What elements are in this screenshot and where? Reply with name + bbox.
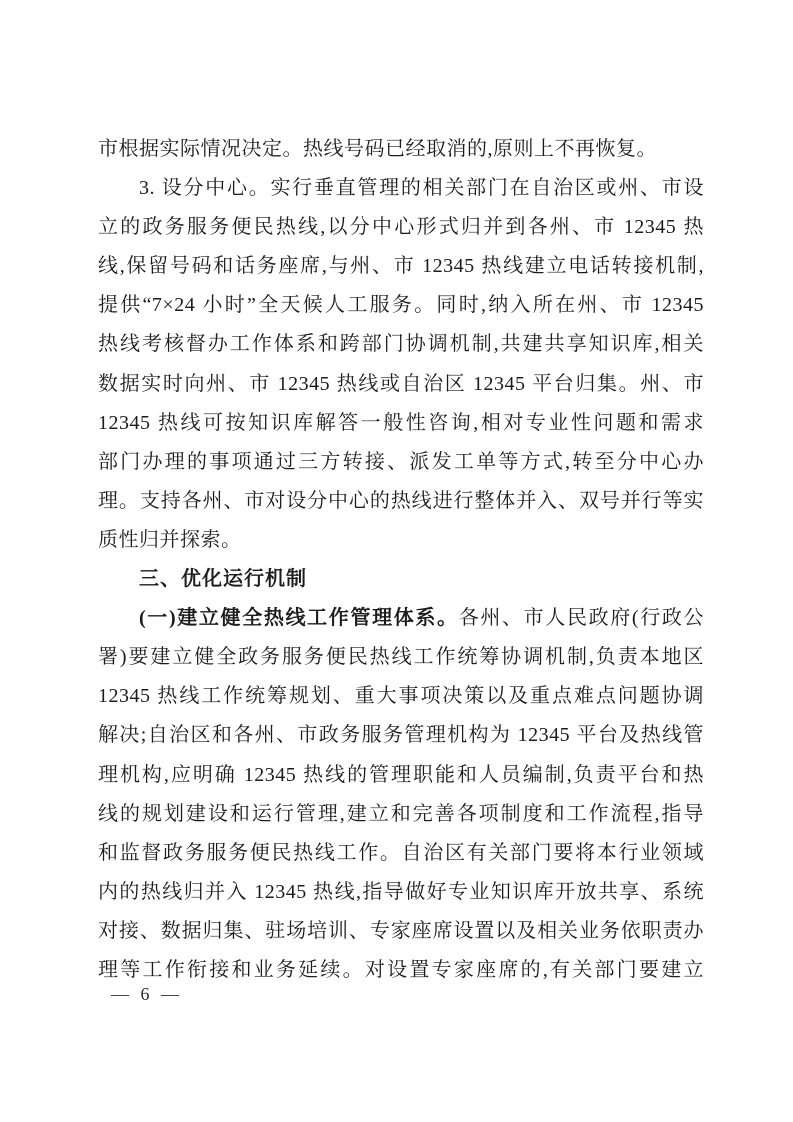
- doc-line: 解决;自治区和各州、市政务服务管理机构为 12345 平台及热线管: [98, 724, 704, 747]
- doc-line: 理机构,应明确 12345 热线的管理职能和人员编制,负责平台和热: [98, 763, 704, 786]
- doc-line: 提供“7×24 小时”全天候人工服务。同时,纳入所在州、市 12345: [98, 294, 704, 317]
- doc-line: 对接、数据归集、驻场培训、专家座席设置以及相关业务依职责办: [98, 919, 704, 942]
- doc-line: 热线考核督办工作体系和跨部门协调机制,共建共享知识库,相关: [98, 333, 704, 356]
- doc-line: 质性归并探索。: [98, 528, 242, 551]
- doc-line: 和监督政务服务便民热线工作。自治区有关部门要将本行业领域: [98, 841, 704, 864]
- doc-line: 线,保留号码和话务座席,与州、市 12345 热线建立电话转接机制,: [98, 255, 704, 278]
- doc-line: 理等工作衔接和业务延续。对设置专家座席的,有关部门要建立: [98, 958, 704, 981]
- doc-line: 12345 热线工作统筹规划、重大事项决策以及重点难点问题协调: [98, 685, 704, 708]
- doc-line-text: 各州、市人民政府(行政公: [458, 607, 704, 630]
- doc-line: 3. 设分中心。实行垂直管理的相关部门在自治区或州、市设: [139, 177, 704, 200]
- page-number: — 6 —: [111, 984, 179, 1004]
- doc-line: 线的规划建设和运行管理,建立和完善各项制度和工作流程,指导: [98, 802, 704, 825]
- doc-line: 12345 热线可按知识库解答一般性咨询,相对专业性问题和需求: [98, 411, 704, 434]
- section-heading: 三、优化运行机制: [139, 568, 307, 591]
- doc-line: 数据实时向州、市 12345 热线或自治区 12345 平台归集。州、市: [98, 372, 704, 395]
- document-text-block: [98, 130, 704, 990]
- doc-line: 署)要建立健全政务服务便民热线工作统筹协调机制,负责本地区: [98, 646, 704, 669]
- paragraph-lead-in: (一)建立健全热线工作管理体系。: [139, 607, 459, 630]
- doc-line: 内的热线归并入 12345 热线,指导做好专业知识库开放共享、系统: [98, 880, 704, 903]
- doc-line: 市根据实际情况决定。热线号码已经取消的,原则上不再恢复。: [98, 138, 657, 160]
- doc-line: 部门办理的事项通过三方转接、派发工单等方式,转至分中心办: [98, 450, 704, 473]
- doc-line: 立的政务服务便民热线,以分中心形式归并到各州、市 12345 热: [98, 216, 704, 239]
- doc-line: 理。支持各州、市对设分中心的热线进行整体并入、双号并行等实: [98, 489, 704, 512]
- doc-line: [98, 599, 704, 638]
